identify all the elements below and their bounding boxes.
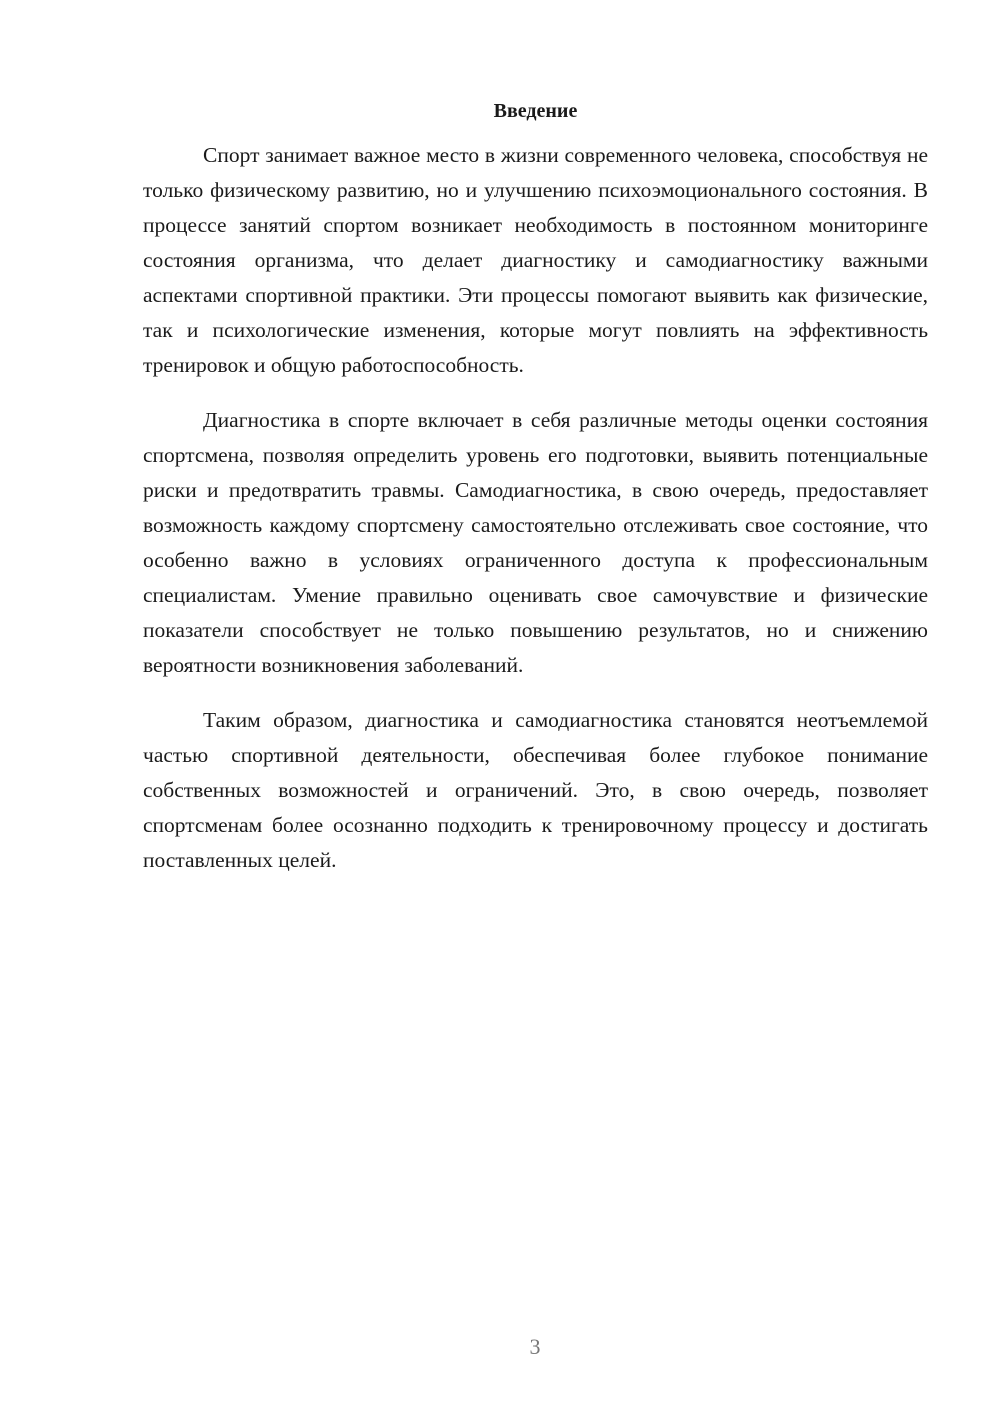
page-content [143, 96, 928, 898]
paragraph-2: Диагностика в спорте включает в себя различные методы оценки состояния спортсмена, позволяя определить уровень его подготовки, выявить потенциальные риски и предотвратить травмы. Самодиагностика, в свою очередь, предоставляет возможность каждому спортсмену самостоятельно отслеживать свое состояние, что особенно важно в условиях ограниченного доступа к профессиональным специалистам. Умение правильно оценивать свое самочувствие и физические показатели способствует не только повышению результатов, но и снижению вероятности возникновения заболеваний. [143, 408, 928, 677]
paragraph-1: Спорт занимает важное место в жизни современного человека, способствуя не только физическому развитию, но и улучшению психоэмоционального состояния. В процессе занятий спортом возникает необходимость в постоянном мониторинге состояния организма, что делает диагностику и самодиагностику важными аспектами спортивной практики. Эти процессы помогают выявить как физические, так и психологические изменения, которые могут повлиять на эффективность тренировок и общую работоспособность. [143, 143, 928, 377]
page-number: 3 [529, 1334, 541, 1359]
section-heading: Введение [493, 100, 578, 122]
paragraph-3: Таким образом, диагностика и самодиагностика становятся неотъемлемой частью спортивной деятельности, обеспечивая более глубокое понимание собственных возможностей и ограничений. Это, в свою очередь, позволяет спортсменам более осознанно подходить к тренировочному процессу и достигать поставленных целей. [143, 708, 928, 872]
